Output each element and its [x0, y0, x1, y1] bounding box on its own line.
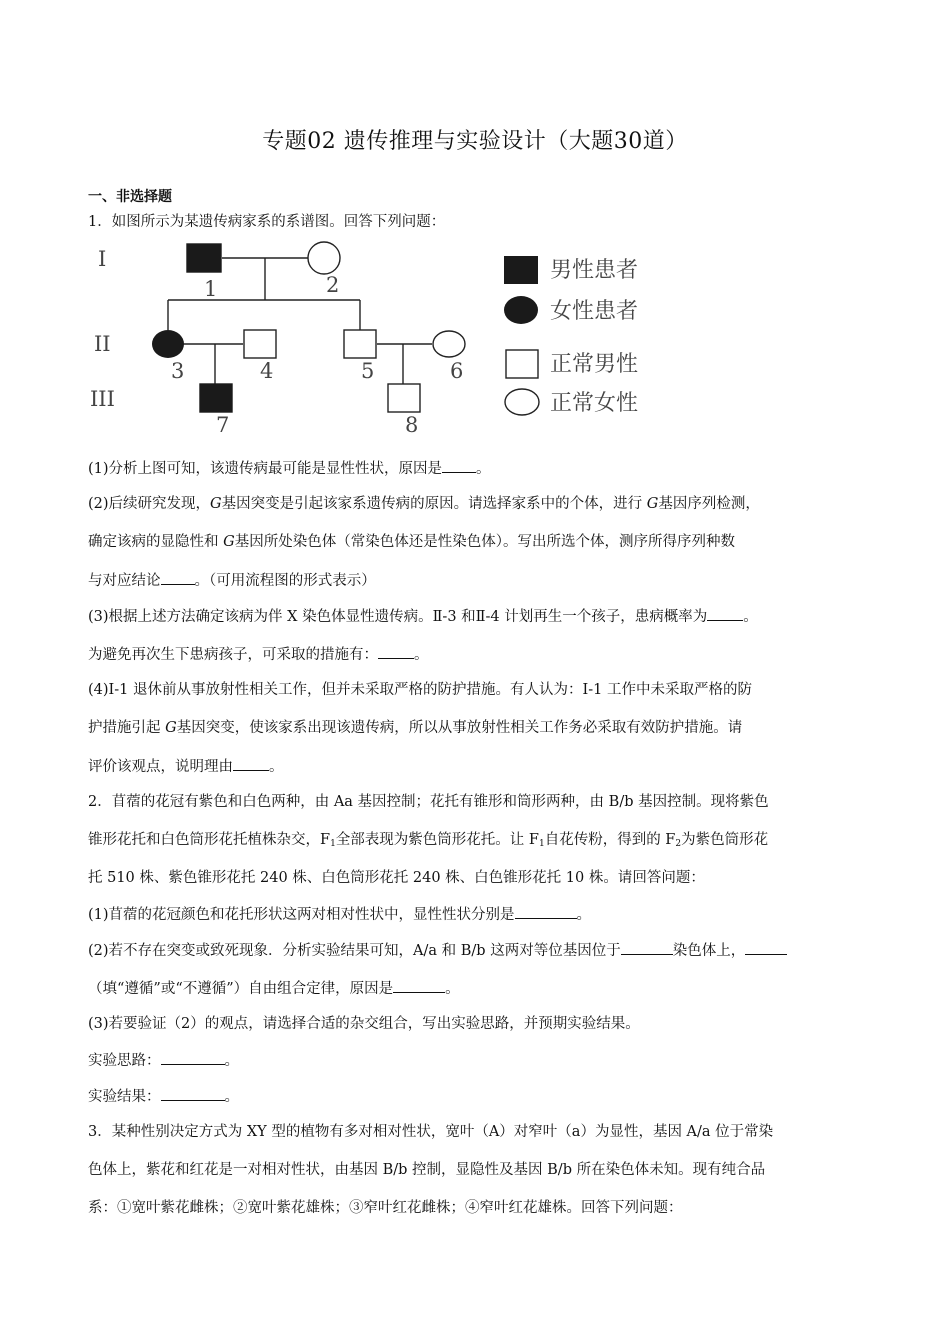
- q1-part-2-line-1: (2)后续研究发现，G基因突变是引起该家系遗传病的原因。请选择家系中的个体，进行 G基因序列检测，: [88, 496, 760, 512]
- legend-normal-male-symbol: [506, 350, 538, 378]
- answer-blank[interactable]: [515, 904, 577, 919]
- generation-III-label: III: [90, 387, 115, 411]
- legend-affected-female-label: 女性患者: [550, 299, 639, 324]
- individual-8-normal-male: [388, 384, 420, 412]
- question-3-line-1: 3．某种性别决定方式为 XY 型的植物有多对相对性状，宽叶（A）对窄叶（a）为显性，基因 A/a 位于常染: [88, 1124, 774, 1140]
- q1-part-4-line-2: 护措施引起 G基因突变，使该家系出现该遗传病，所以从事放射性相关工作务必采取有效防护措施。请: [88, 720, 743, 736]
- q2-experiment-result: 实验结果： 。: [88, 1086, 868, 1107]
- legend-normal-female-symbol: [505, 389, 539, 415]
- answer-blank[interactable]: [393, 978, 445, 993]
- q1-part-1: (1)分析上图可知，该遗传病最可能是显性性状，原因是 。: [88, 458, 868, 479]
- answer-blank[interactable]: [161, 570, 195, 585]
- generation-I-label: I: [98, 247, 107, 271]
- answer-blank[interactable]: [707, 606, 743, 621]
- generation-II-label: II: [94, 332, 111, 356]
- legend-affected-male-symbol: [504, 256, 538, 284]
- legend-affected-female-symbol: [504, 296, 538, 324]
- question-2-line-1: 2．苜蓿的花冠有紫色和白色两种，由 Aa 基因控制；花托有锥形和筒形两种，由 B/b 基因控制。现将紫色: [88, 794, 769, 810]
- q1-part-2-line-2: 确定该病的显隐性和 G基因所处染色体（常染色体还是性染色体）。写出所选个体，测序所得序列种数: [88, 534, 735, 550]
- individual-label-1: 1: [204, 277, 218, 301]
- individual-label-2: 2: [326, 273, 340, 297]
- pedigree-chart: [80, 238, 700, 438]
- answer-blank[interactable]: [378, 644, 414, 659]
- answer-blank[interactable]: [161, 1086, 225, 1101]
- answer-blank[interactable]: [161, 1050, 225, 1065]
- individual-3-affected-female: [152, 330, 184, 358]
- answer-blank[interactable]: [745, 940, 787, 955]
- section-heading: 一、非选择题: [88, 189, 172, 205]
- answer-blank[interactable]: [442, 458, 476, 473]
- individual-2-normal-female: [308, 242, 340, 274]
- q2-part-2-line-2: （填“遵循”或“不遵循”）自由组合定律，原因是 。: [88, 978, 868, 999]
- answer-blank[interactable]: [621, 940, 673, 955]
- question-2-line-2: 锥形花托和白色筒形花托植株杂交，$F_1$全部表现为紫色筒形花托。让 $F_1$自花传粉，得到的 $F_2$为紫色筒形花: [88, 832, 769, 849]
- individual-label-3: 3: [171, 359, 185, 383]
- question-3-line-3: 系：①宽叶紫花雌株；②宽叶紫花雄株；③窄叶红花雌株；④窄叶红花雄株。回答下列问题：: [88, 1200, 683, 1216]
- q2-part-3: (3)若要验证（2）的观点，请选择合适的杂交组合，写出实验思路，并预期实验结果。: [88, 1016, 640, 1032]
- individual-label-7: 7: [216, 413, 230, 437]
- page-title: 专题02 遗传推理与实验设计（大题30道）: [262, 129, 688, 154]
- individual-5-normal-male: [344, 330, 376, 358]
- q2-part-1: (1)苜蓿的花冠颜色和花托形状这两对相对性状中，显性性状分别是 。: [88, 904, 868, 925]
- q1-part-3-line-2: 为避免再次生下患病孩子，可采取的措施有： 。: [88, 644, 868, 665]
- answer-blank[interactable]: [233, 756, 269, 771]
- individual-label-8: 8: [405, 413, 419, 437]
- q1-part-2-line-3: 与对应结论 。（可用流程图的形式表示）: [88, 570, 868, 591]
- individual-7-affected-male: [200, 384, 232, 412]
- q1-part-4-line-1: (4)Ⅰ-1 退休前从事放射性相关工作，但并未采取严格的防护措施。有人认为：Ⅰ-1 工作中未采取严格的防: [88, 682, 752, 698]
- individual-label-6: 6: [450, 359, 464, 383]
- q1-part-3-line-1: (3)根据上述方法确定该病为伴 X 染色体显性遗传病。Ⅱ-3 和Ⅱ-4 计划再生一个孩子，患病概率为 。: [88, 606, 868, 627]
- individual-label-4: 4: [260, 359, 274, 383]
- individual-label-5: 5: [361, 359, 375, 383]
- question-1-stem: 1．如图所示为某遗传病家系的系谱图。回答下列问题：: [88, 214, 446, 230]
- legend-normal-female-label: 正常女性: [550, 391, 639, 416]
- individual-6-normal-female: [433, 331, 465, 357]
- legend-normal-male-label: 正常男性: [550, 352, 639, 377]
- legend-affected-male-label: 男性患者: [550, 258, 639, 283]
- q2-experiment-idea: 实验思路： 。: [88, 1050, 868, 1071]
- individual-4-normal-male: [244, 330, 276, 358]
- q1-part-4-line-3: 评价该观点，说明理由 。: [88, 756, 868, 777]
- individual-1-affected-male: [187, 244, 221, 272]
- q2-part-2-line-1: (2)若不存在突变或致死现象．分析实验结果可知，A/a 和 B/b 这两对等位基因位于 染色体上，: [88, 940, 868, 961]
- question-3-line-2: 色体上，紫花和红花是一对相对性状，由基因 B/b 控制，显隐性及基因 B/b 所在染色体未知。现有纯合品: [88, 1162, 766, 1178]
- question-2-line-3: 托 510 株、紫色锥形花托 240 株、白色筒形花托 240 株、白色锥形花托 10 株。请回答问题：: [88, 870, 705, 886]
